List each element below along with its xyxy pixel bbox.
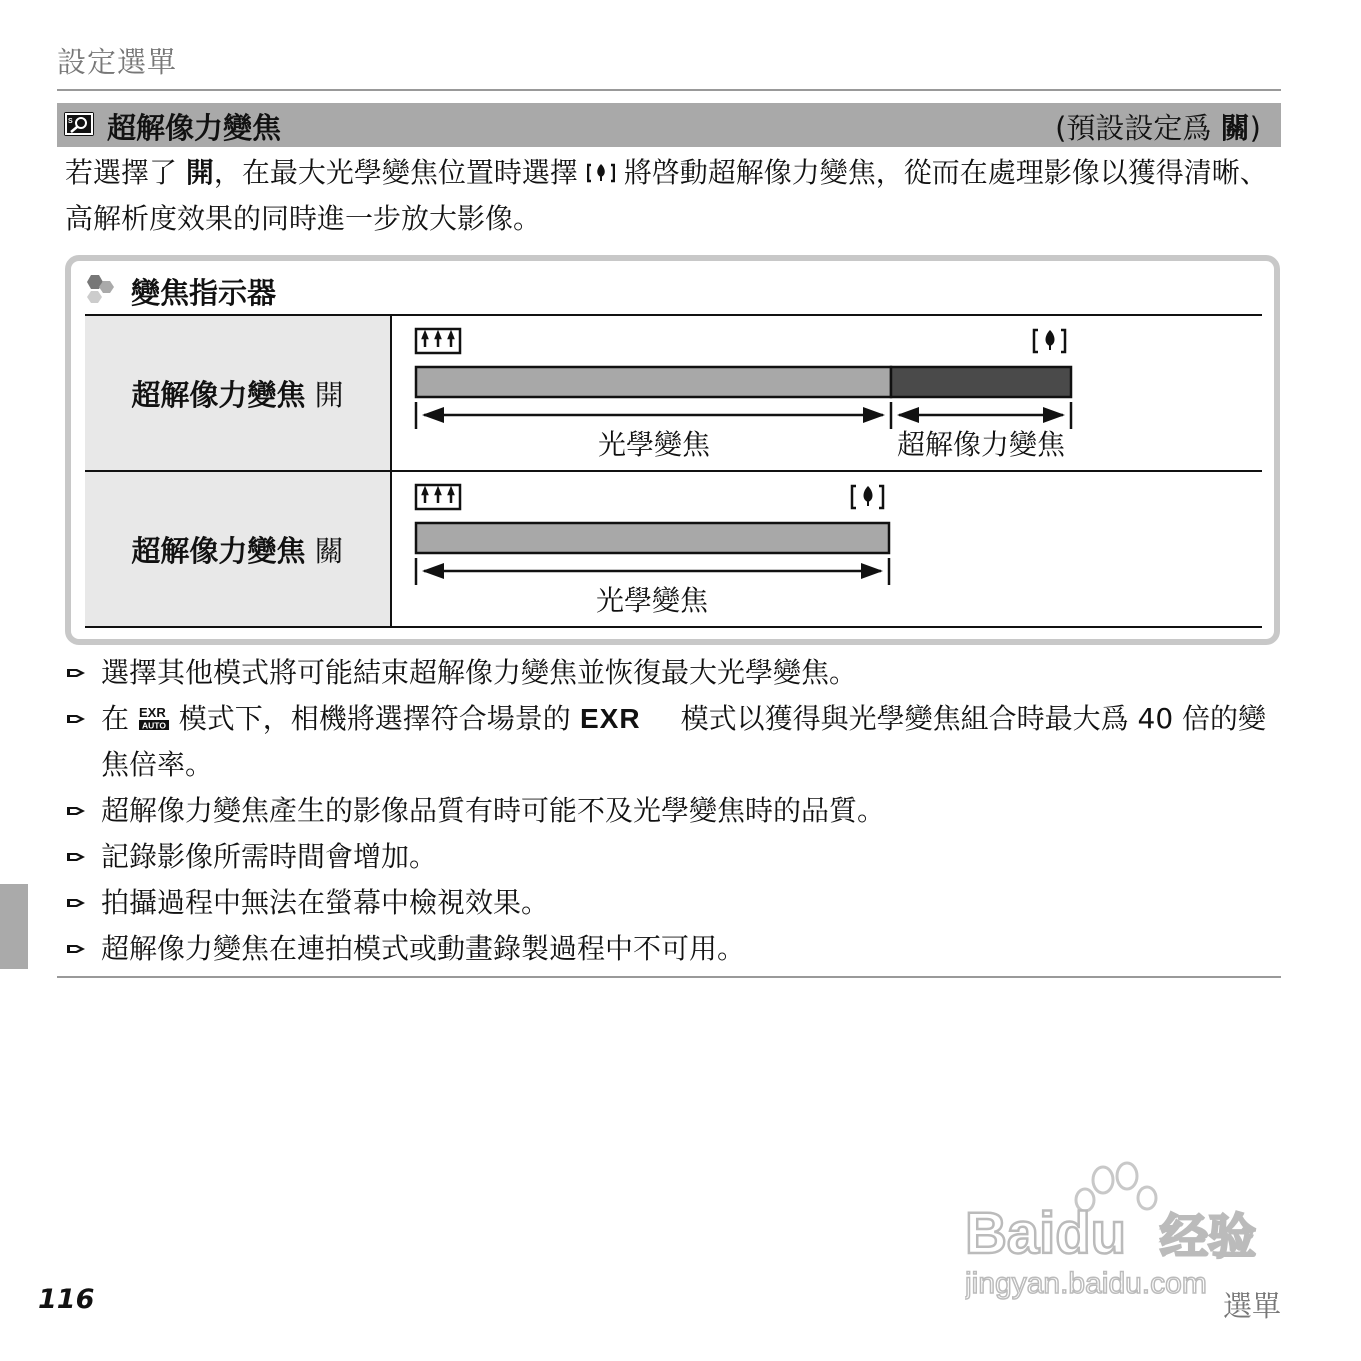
optical-zoom-bar-segment [416, 367, 891, 397]
optical-zoom-label: 光學變焦 [595, 584, 709, 617]
svg-text:EXR: EXR [138, 705, 166, 720]
section-heading-bar [57, 103, 1281, 147]
svg-text:jingyan.baidu.com: jingyan.baidu.com [965, 1267, 1207, 1300]
hexagon-note-icon [83, 271, 123, 307]
row-label-cell-off [85, 472, 390, 627]
table-top-rule [85, 314, 1262, 316]
list-item: 在 EXR AUTO 模式下，相機將選擇符合場景的 EXR 模式以獲得與光學變焦組合時最大爲 40 倍的變焦倍率。 [65, 696, 1280, 788]
optical-zoom-label: 光學變焦 [597, 428, 711, 461]
list-item: 拍攝過程中無法在螢幕中檢視效果。 [65, 880, 1280, 926]
chapter-side-tab [0, 884, 28, 969]
exr-logo-icon [580, 705, 672, 731]
list-item: 選擇其他模式將可能結束超解像力變焦並恢復最大光學變焦。 [65, 650, 1280, 696]
note-bullet-icon [65, 893, 87, 913]
page-number: 116 [38, 1284, 95, 1315]
header-divider [57, 89, 1281, 91]
panel-title: 變焦指示器 [131, 276, 277, 310]
row-label-off: 超解像力變焦 關 [131, 534, 344, 568]
list-item: 超解像力變焦在連拍模式或動畫錄製過程中不可用。 [65, 926, 1280, 972]
footer-divider [57, 976, 1281, 978]
note-bullet-icon [65, 847, 87, 867]
wide-angle-icon [416, 485, 460, 509]
zoom-indicator-panel [65, 255, 1280, 645]
svg-text:S: S [68, 118, 73, 125]
wide-angle-icon [416, 329, 460, 353]
zoom-bar-diagram-off [392, 472, 1262, 627]
zoom-indicator-table [85, 314, 1262, 628]
svg-text:经验: 经验 [1160, 1209, 1257, 1265]
optical-zoom-bar [416, 523, 889, 553]
zoom-bar-diagram-on [392, 316, 1262, 471]
telephoto-icon [852, 486, 883, 508]
table-column-divider [390, 314, 392, 628]
row-label-on: 超解像力變焦 開 [131, 378, 344, 412]
section-title: 超解像力變焦 [107, 111, 282, 145]
footer-section-label: 選單 [1222, 1289, 1281, 1323]
super-resolution-zoom-icon [64, 112, 94, 136]
table-bottom-rule [85, 626, 1262, 628]
telephoto-icon [1034, 330, 1065, 352]
list-item: 超解像力變焦產生的影像品質有時可能不及光學變焦時的品質。 [65, 788, 1280, 834]
svg-text:AUTO: AUTO [141, 720, 166, 731]
telephoto-icon [587, 152, 615, 174]
intro-paragraph: 若選擇了 開，在最大光學變焦位置時選擇 將啓動超解像力變焦，從而在處理影像以獲得清晰、高解析度效果的同時進一步放大影像。 [65, 150, 1280, 242]
list-item: 記錄影像所需時間會增加。 [65, 834, 1280, 880]
default-setting-note: (預設設定爲 關) [1055, 111, 1261, 145]
super-zoom-label: 超解像力變焦 [896, 428, 1066, 461]
note-bullet-icon [65, 709, 87, 729]
note-bullet-icon [65, 939, 87, 959]
super-resolution-bar-segment [891, 367, 1071, 397]
note-bullet-icon [65, 801, 87, 821]
table-row-divider [85, 470, 1262, 472]
row-label-cell-on [85, 316, 390, 471]
page-header-title: 設定選單 [57, 45, 178, 79]
exr-auto-mode-icon [138, 704, 170, 732]
svg-text:Baidu: Baidu [965, 1201, 1127, 1266]
svg-text:EXR: EXR [579, 705, 641, 731]
note-bullet-icon [65, 663, 87, 683]
notes-list [65, 650, 1280, 972]
